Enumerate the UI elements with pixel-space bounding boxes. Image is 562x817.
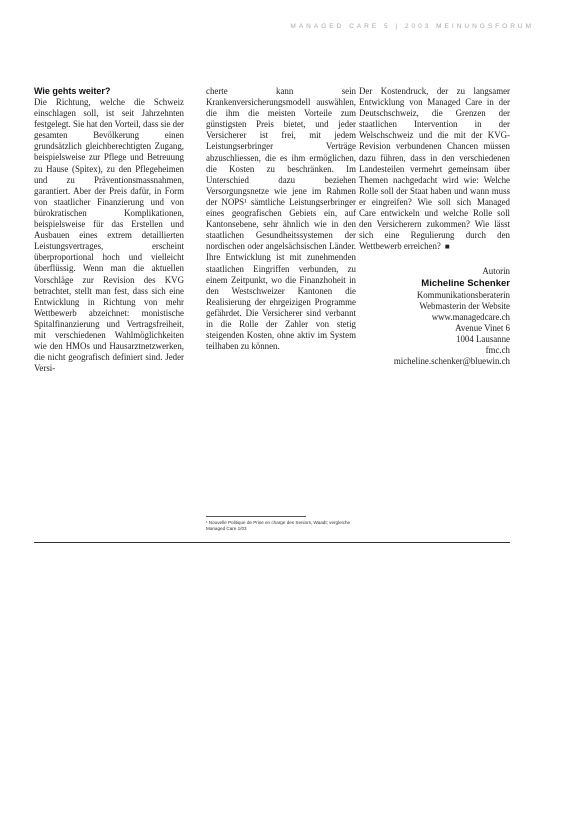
running-head: MANAGED CARE 5 | 2003 MEINUNGSFORUM — [290, 23, 534, 30]
body-paragraph-2: cherte kann sein Krankenversicherungsmodell auswählen, die ihm die meisten Vorteile zum günstigsten Preis bietet, und jeder Versicherer ist frei, mit jedem Leistungserbringer Verträge abzuschliessen, die es ihm ermöglichen, die Kosten zu beschränken. Im Unterschied dazu beziehen Versorgungsnetze wie jene im Rahmen der NOPS¹ sämtliche Leistungserbringer eines geografischen Gebiets ein, auf Kantonsebene, sehr ähnlich wie in den staatlichen Gesundheitssystemen der nordischen oder angelsächsischen Länder. Ihre Entwicklung ist mit zunehmenden staatlichen Eingriffen verbunden, zu einem Zeitpunkt, wo die Finanzhoheit in den Westschweizer Kantonen die Realisierung der ehrgeizigen Programme gefährdet. Die Versicherer sind verbannt in die Rolle der Zahler von stetig steigenden Kosten, ohne aktiv im System teilhaben zu können. — [206, 86, 356, 352]
footnote: ¹ Nouvelle Politique de Prise en charge des Seniors, Waadt; vergleiche Managed Care 1/03 — [206, 520, 351, 532]
author-domain: fmc.ch — [485, 344, 510, 355]
author-email: micheline.schenker@bluewin.ch — [393, 356, 510, 367]
text-column-2 — [206, 86, 356, 352]
section-heading: Wie gehts weiter? — [34, 86, 111, 96]
body-text-3: Der Kostendruck, der zu langsamer Entwicklung von Managed Care in der Deutschschweiz, die Grenzen der staatlichen Intervention in der Welschschweiz und die mit der KVG-Revision verbundenen Chancen müssen dazu führen, dass in den verschiedenen Landesteilen vermehrt gemeinsam über Themen nachgedacht wird wie: Welche Rolle soll der Staat haben und wann muss er eingreifen? Wie soll sich Managed Care entwickeln und welche Rolle soll den Versicherern zukommen? Wie lässt sich eine Regulierung durch den Wettbewerb erreichen? — [359, 86, 510, 252]
author-city: 1004 Lausanne — [456, 333, 510, 344]
author-street: Avenue Vinet 6 — [455, 322, 510, 333]
text-column-1 — [34, 86, 184, 374]
author-block — [359, 266, 510, 367]
footnote-divider — [206, 516, 306, 517]
bottom-divider — [34, 542, 510, 543]
author-title-2: Webmasterin der Website — [419, 300, 510, 311]
body-paragraph-1: Die Richtung, welche die Schweiz einschlagen soll, ist seit Jahrzehnten festgelegt. Sie hat den Vorteil, dass sie der gesamten Bevölkerung einen grundsätzlich gleichberechtigten Zugang, beispielsweise zur Pflege und Betreuung zu Hause (Spitex), zu den Pflegeheimen und zu Präventionsmassnahmen, garantiert. Aber der Preis dafür, in Form von staatlicher Finanzierung und von bürokratischen Komplikationen, beispielsweise für das Erstellen und Ausbauen eines extrem detaillierten Leistungsvertrages, erscheint überproportional hoch und vielleicht überflüssig. Wenn man die aktuellen Vorschläge zur Revision des KVG betrachtet, stellt man fest, dass sich eine Entwicklung in Richtung von mehr Wettbewerb abzeichnet: monistische Spitalfinanzierung und Vertragsfreiheit, mit verschiedenen Wahlmöglichkeiten wie den HMOs und Hausarztnetzwerken, die nicht geografisch definiert sind. Jeder Versi- — [34, 97, 184, 374]
end-mark-icon: ■ — [444, 242, 450, 252]
body-paragraph-3 — [359, 86, 510, 252]
text-column-3 — [359, 86, 510, 367]
author-title: Kommunikationsberaterin — [416, 289, 510, 300]
author-website: www.managedcare.ch — [431, 311, 510, 322]
author-name: Micheline Schenker — [421, 277, 510, 289]
author-role: Autorin — [482, 266, 510, 277]
